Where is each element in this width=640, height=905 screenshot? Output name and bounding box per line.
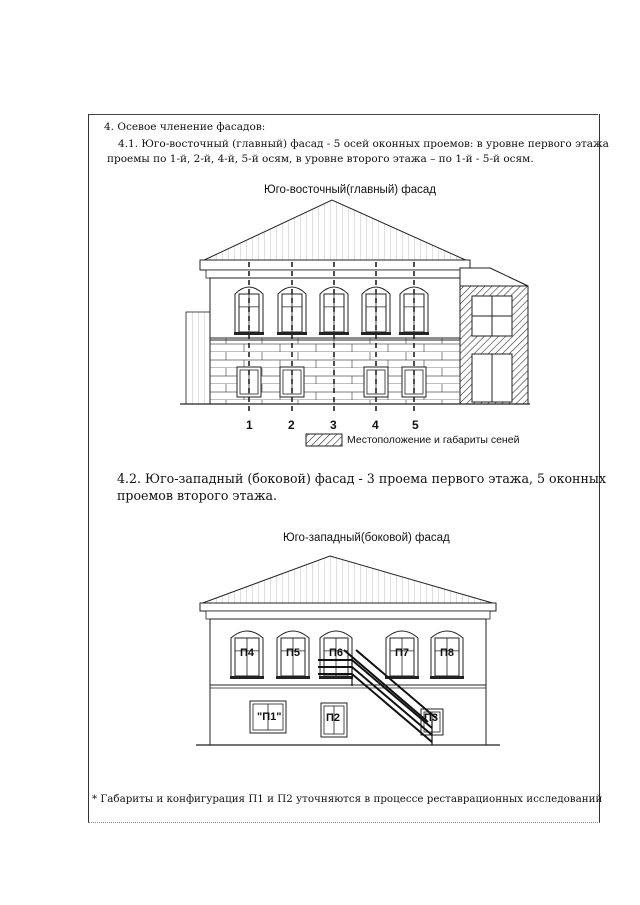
paragraph-4-2-line-2: проемов второго этажа. bbox=[117, 488, 278, 503]
opening-p2-label: П2 bbox=[326, 712, 341, 724]
window-p7-label: П7 bbox=[395, 647, 410, 659]
facade-1-title: Юго-восточный(главный) фасад bbox=[264, 184, 436, 196]
facade-2-title: Юго-западный(боковой) фасад bbox=[283, 532, 450, 544]
axis-2-label: 2 bbox=[288, 418, 295, 432]
window-p6-label: П6 bbox=[329, 647, 344, 659]
axis-1-label: 1 bbox=[246, 418, 253, 432]
paragraph-4-1-line-2: проемы по 1-й, 2-й, 4-й, 5-й осям, в уровне второго этажа – по 1-й - 5-й осям. bbox=[107, 153, 534, 165]
window-p8-label: П8 bbox=[440, 647, 455, 659]
paragraph-4-1-line-1: 4.1. Юго-восточный (главный) фасад - 5 осей оконных проемов: в уровне первого этажа bbox=[118, 138, 609, 150]
footnote: * Габариты и конфигурация П1 и П2 уточняются в процессе реставрационных исследований bbox=[92, 793, 603, 805]
axis-5-label: 5 bbox=[412, 418, 419, 432]
legend-label: Местоположение и габариты сеней bbox=[347, 434, 520, 446]
window-p4-label: П4 bbox=[240, 647, 255, 659]
axis-3-label: 3 bbox=[330, 418, 337, 432]
opening-p1-label: "П1" bbox=[257, 711, 282, 723]
window-p5-label: П5 bbox=[286, 647, 301, 659]
axis-4-label: 4 bbox=[372, 418, 379, 432]
section-heading: 4. Осевое членение фасадов: bbox=[104, 121, 266, 133]
opening-p3-label: П3 bbox=[424, 712, 439, 724]
paragraph-4-2-line-1: 4.2. Юго-западный (боковой) фасад - 3 проема первого этажа, 5 оконных bbox=[117, 471, 606, 486]
